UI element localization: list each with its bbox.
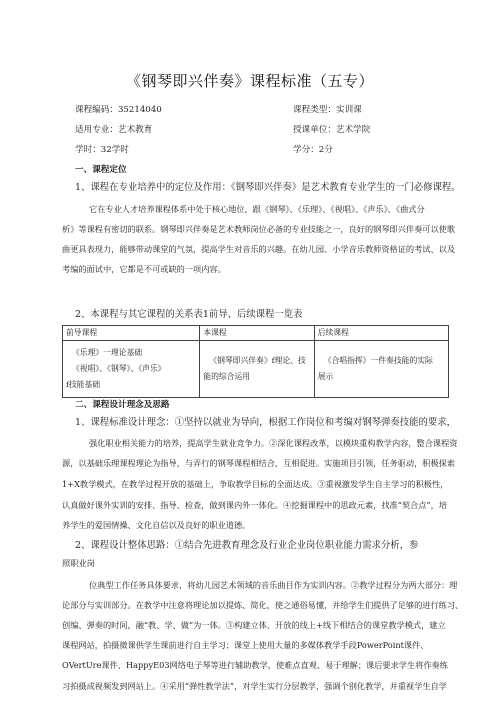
table-header-row	[63, 326, 449, 341]
paragraph-line: 它在专业人才培养课程体系中处于核心地位，跟《钢琴》、《乐理》、《视唱》、《声乐》、《曲式分	[89, 204, 425, 214]
course-type: 课程类型：实训课	[293, 105, 362, 115]
table-header-cell: 本课程	[200, 326, 314, 341]
document-title: 《钢琴即兴伴奏》课程标准（五专）	[125, 72, 374, 90]
table-cell-subsequent	[314, 341, 448, 398]
paragraph-course-relations: 2、本课程与其它课程的关系表1前导、后续课程一览表	[75, 309, 303, 320]
paragraph-line: 认真做好课外实训的安排、指导、检查，做到课内外一体化。④挖掘课程中的思政元素，找准“契合点”，培	[62, 500, 447, 510]
credits: 学分：2分	[293, 145, 333, 155]
paragraph-line: 习拍摄成视频发到网站上。④采用“弹性教学法”，对学生实行分层教学，强调个别化教学，并重视学生自学	[62, 681, 447, 691]
paragraph-line: 位典型工作任务具体要求，将幼儿园艺术领域的音乐曲目作为实训内容。②教学过程分为两大部分：理	[89, 580, 458, 590]
table-cell-current	[200, 341, 314, 398]
prerequisite-course-table	[62, 325, 449, 398]
class-hours: 学时：32学时	[75, 145, 129, 155]
cell-line: f技能基础	[66, 380, 101, 389]
paragraph-line: 养学生的爱国情操、文化自信以及良好的职业道德。	[62, 520, 251, 530]
paragraph-line: 照职业岗	[62, 558, 95, 568]
section-heading-positioning: 一、课程定位	[75, 165, 127, 175]
teaching-unit: 授课单位：艺术学院	[293, 125, 371, 135]
paragraph-design-approach: 2、课程设计整体思路：①结合先进教育理念及行业企业岗位职业能力需求分析，参	[75, 540, 419, 551]
paragraph-line: 论部分与实训部分。在教学中注意将理论加以提炼、简化，使之通俗易懂，并给学生们提供了足够的进行练习、	[62, 600, 464, 610]
paragraph-line: 析》等课程有密切的联系。钢琴即兴伴奏是艺术教师岗位必备的专业技能之一，良好的钢琴即兴伴奏可以使歌	[62, 224, 456, 234]
paragraph-positioning-role: 1、课程在专业培养中的定位及作用：《钢琴即兴伴奏》是艺术教育专业学生的一门必修课程。	[75, 182, 461, 193]
cell-line: 《视唱》、《钢琴》、《声乐》	[72, 364, 166, 373]
paragraph-line: 创编、弹奏的时间，融“教、学、做”为一体。③构建立体、开放的线上+线下相结合的课堂教学模式，建立	[62, 620, 446, 630]
section-heading-design: 二、课程设计理念及思路	[75, 400, 170, 410]
cell-line: 《钢琴即兴伴奏》f理论、技	[209, 356, 306, 365]
course-code: 课程编码：35214040	[75, 105, 162, 115]
paragraph-line: 源，以基础乐理课程理论为指导，与弄行的钢琴课程相结合，互相促进。实施项目引领，任务驱动，积极探索	[62, 458, 456, 468]
paragraph-line: 1+X教学模式，在教学过程开放的基础上，争取教学目标的全面达成。③重视激发学生自主学习的积极性，	[62, 479, 449, 489]
table-header-cell: 前导课程	[63, 326, 200, 341]
paragraph-line: 曲更具表现力，能够带动课堂的气氛，提高学生对音乐的兴趣。在幼儿园、小学音乐教师资格证的考试、以及	[62, 244, 456, 254]
table-cell-prerequisite	[63, 341, 200, 398]
table-header-cell: 后续课程	[314, 326, 448, 341]
applicable-major: 适用专业：艺术教育	[75, 125, 153, 135]
cell-line: 《合唱指挥》一件奏技能的实际	[323, 356, 433, 365]
paragraph-line: OVertUre课件、HappyE03网络电子琴等进行辅助教学，使难点直观、易于理解；课后要求学生将作奏练	[62, 660, 448, 670]
cell-line: 《乐理》一理论基础	[72, 348, 143, 357]
paragraph-design-philosophy: 1、课程标准设计理念：①坚持以就业为导向，根据工作岗位和考编对钢琴弹奏技能的要求，	[75, 417, 456, 428]
paragraph-line: 课程网站，拍摄微课供学生课前进行自主学习；课堂上使用大量的多媒体教学手段PowerPoint课件、	[62, 640, 429, 650]
cell-line: 展示	[317, 372, 334, 381]
paragraph-line: 强化职业相关能力的培养，提高学生就业竞争力。②深化课程改革，以模块重构教学内容，整合课程资	[89, 438, 458, 448]
paragraph-line: 考编的面试中，它都是不可或缺的一项内容。	[62, 264, 226, 274]
table-row	[63, 341, 449, 398]
cell-line: 能的综合运用	[203, 372, 251, 381]
